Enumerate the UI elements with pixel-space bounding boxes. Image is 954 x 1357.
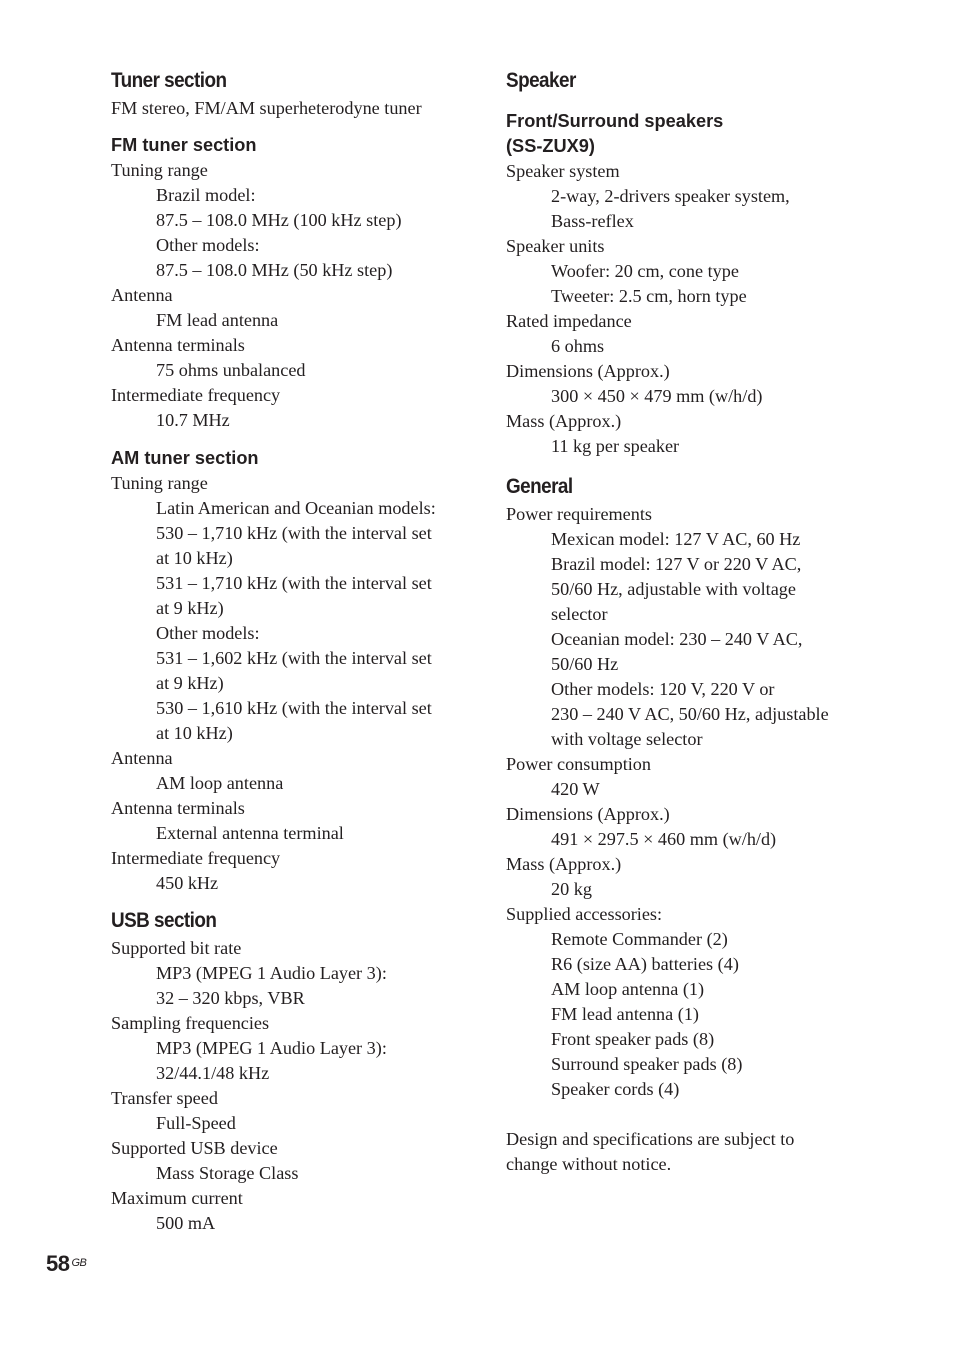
spec-value: Other models: xyxy=(156,623,260,643)
spec-value: Latin American and Oceanian models: xyxy=(156,498,436,518)
spec-value: 75 ohms unbalanced xyxy=(156,360,306,380)
am-tuner-specs xyxy=(111,471,476,896)
spec-label: Supplied accessories: xyxy=(506,904,663,924)
notice-paragraph xyxy=(506,1127,886,1177)
spec-value: 6 ohms xyxy=(551,336,605,356)
spec-value: 20 kg xyxy=(551,879,592,899)
tuner-section-heading: Tuner section xyxy=(111,69,227,92)
spec-value: AM loop antenna (1) xyxy=(551,979,705,999)
spec-value: 11 kg per speaker xyxy=(551,436,680,456)
spec-value: at 10 kHz) xyxy=(156,723,233,743)
spec-value: 420 W xyxy=(551,779,600,799)
spec-label: Mass (Approx.) xyxy=(506,411,622,431)
spec-value: Other models: xyxy=(156,235,260,255)
spec-label: Intermediate frequency xyxy=(111,385,281,405)
page-number xyxy=(46,1251,86,1277)
tuner-description: FM stereo, FM/AM superheterodyne tuner xyxy=(111,98,422,118)
page-number-suffix: GB xyxy=(71,1257,87,1269)
spec-value: Mass Storage Class xyxy=(156,1163,299,1183)
spec-value: 230 – 240 V AC, 50/60 Hz, adjustable xyxy=(551,704,829,724)
page-number-value: 58 xyxy=(46,1251,70,1276)
speaker-section-heading: Speaker xyxy=(506,69,576,92)
spec-value: 10.7 MHz xyxy=(156,410,230,430)
spec-value: 32 – 320 kbps, VBR xyxy=(156,988,305,1008)
spec-label: Sampling frequencies xyxy=(111,1013,270,1033)
front-surround-heading-line1: Front/Surround speakers xyxy=(506,111,724,131)
spec-label: Maximum current xyxy=(111,1188,243,1208)
spec-value: Surround speaker pads (8) xyxy=(551,1054,743,1074)
spec-value: 300 × 450 × 479 mm (w/h/d) xyxy=(551,386,763,406)
spec-label: Antenna terminals xyxy=(111,335,245,355)
spec-value: Mexican model: 127 V AC, 60 Hz xyxy=(551,529,801,549)
spec-label: Antenna xyxy=(111,285,173,305)
spec-label: Power consumption xyxy=(506,754,651,774)
spec-value: 87.5 – 108.0 MHz (100 kHz step) xyxy=(156,210,402,230)
front-surround-heading-line2: (SS-ZUX9) xyxy=(506,136,595,156)
spec-value: Brazil model: 127 V or 220 V AC, xyxy=(551,554,802,574)
spec-value: FM lead antenna xyxy=(156,310,279,330)
spec-value: Oceanian model: 230 – 240 V AC, xyxy=(551,629,803,649)
spec-value: 491 × 297.5 × 460 mm (w/h/d) xyxy=(551,829,777,849)
spec-value: 530 – 1,610 kHz (with the interval set xyxy=(156,698,432,718)
spec-value: at 9 kHz) xyxy=(156,598,224,618)
spec-value: 50/60 Hz xyxy=(551,654,619,674)
spec-label: Antenna xyxy=(111,748,173,768)
spec-value: External antenna terminal xyxy=(156,823,344,843)
spec-label: Antenna terminals xyxy=(111,798,245,818)
spec-label: Tuning range xyxy=(111,473,208,493)
spec-value: Brazil model: xyxy=(156,185,256,205)
spec-value: MP3 (MPEG 1 Audio Layer 3): xyxy=(156,1038,387,1058)
spec-label: Dimensions (Approx.) xyxy=(506,804,670,824)
spec-value: R6 (size AA) batteries (4) xyxy=(551,954,739,974)
spec-value: 500 mA xyxy=(156,1213,216,1233)
fm-tuner-heading: FM tuner section xyxy=(111,135,257,155)
spec-value: Remote Commander (2) xyxy=(551,929,728,949)
spec-label: Supported bit rate xyxy=(111,938,242,958)
spec-value: FM lead antenna (1) xyxy=(551,1004,699,1024)
general-specs xyxy=(506,502,886,1102)
spec-value: 87.5 – 108.0 MHz (50 kHz step) xyxy=(156,260,393,280)
spec-value: 531 – 1,710 kHz (with the interval set xyxy=(156,573,432,593)
spec-value: Woofer: 20 cm, cone type xyxy=(551,261,739,281)
spec-value: with voltage selector xyxy=(551,729,703,749)
spec-value: at 10 kHz) xyxy=(156,548,233,568)
spec-label: Supported USB device xyxy=(111,1138,278,1158)
spec-label: Rated impedance xyxy=(506,311,632,331)
spec-label: Power requirements xyxy=(506,504,652,524)
right-column xyxy=(506,66,886,1177)
spec-label: Speaker system xyxy=(506,161,620,181)
spec-value: Speaker cords (4) xyxy=(551,1079,680,1099)
spec-value: 32/44.1/48 kHz xyxy=(156,1063,270,1083)
spec-label: Speaker units xyxy=(506,236,605,256)
spec-label: Transfer speed xyxy=(111,1088,218,1108)
spec-value: Full-Speed xyxy=(156,1113,236,1133)
spec-label: Tuning range xyxy=(111,160,208,180)
speaker-specs xyxy=(506,159,886,459)
spec-value: Tweeter: 2.5 cm, horn type xyxy=(551,286,747,306)
notice-line: Design and specifications are subject to xyxy=(506,1129,795,1149)
spec-value: MP3 (MPEG 1 Audio Layer 3): xyxy=(156,963,387,983)
am-tuner-heading: AM tuner section xyxy=(111,448,259,468)
spec-value: 531 – 1,602 kHz (with the interval set xyxy=(156,648,432,668)
spec-value: 450 kHz xyxy=(156,873,219,893)
spec-value: Other models: 120 V, 220 V or xyxy=(551,679,775,699)
usb-specs xyxy=(111,936,476,1236)
notice-line: change without notice. xyxy=(506,1154,672,1174)
fm-tuner-specs xyxy=(111,158,476,433)
spec-value: 2-way, 2-drivers speaker system, xyxy=(551,186,790,206)
spec-label: Intermediate frequency xyxy=(111,848,281,868)
spec-value: at 9 kHz) xyxy=(156,673,224,693)
spec-value: AM loop antenna xyxy=(156,773,284,793)
left-column xyxy=(111,66,476,1236)
spec-label: Dimensions (Approx.) xyxy=(506,361,670,381)
usb-section-heading: USB section xyxy=(111,909,217,932)
spec-value: Front speaker pads (8) xyxy=(551,1029,715,1049)
spec-value: 530 – 1,710 kHz (with the interval set xyxy=(156,523,432,543)
spec-value: selector xyxy=(551,604,608,624)
spec-label: Mass (Approx.) xyxy=(506,854,622,874)
general-section-heading: General xyxy=(506,475,573,498)
spec-value: Bass-reflex xyxy=(551,211,634,231)
spec-value: 50/60 Hz, adjustable with voltage xyxy=(551,579,796,599)
